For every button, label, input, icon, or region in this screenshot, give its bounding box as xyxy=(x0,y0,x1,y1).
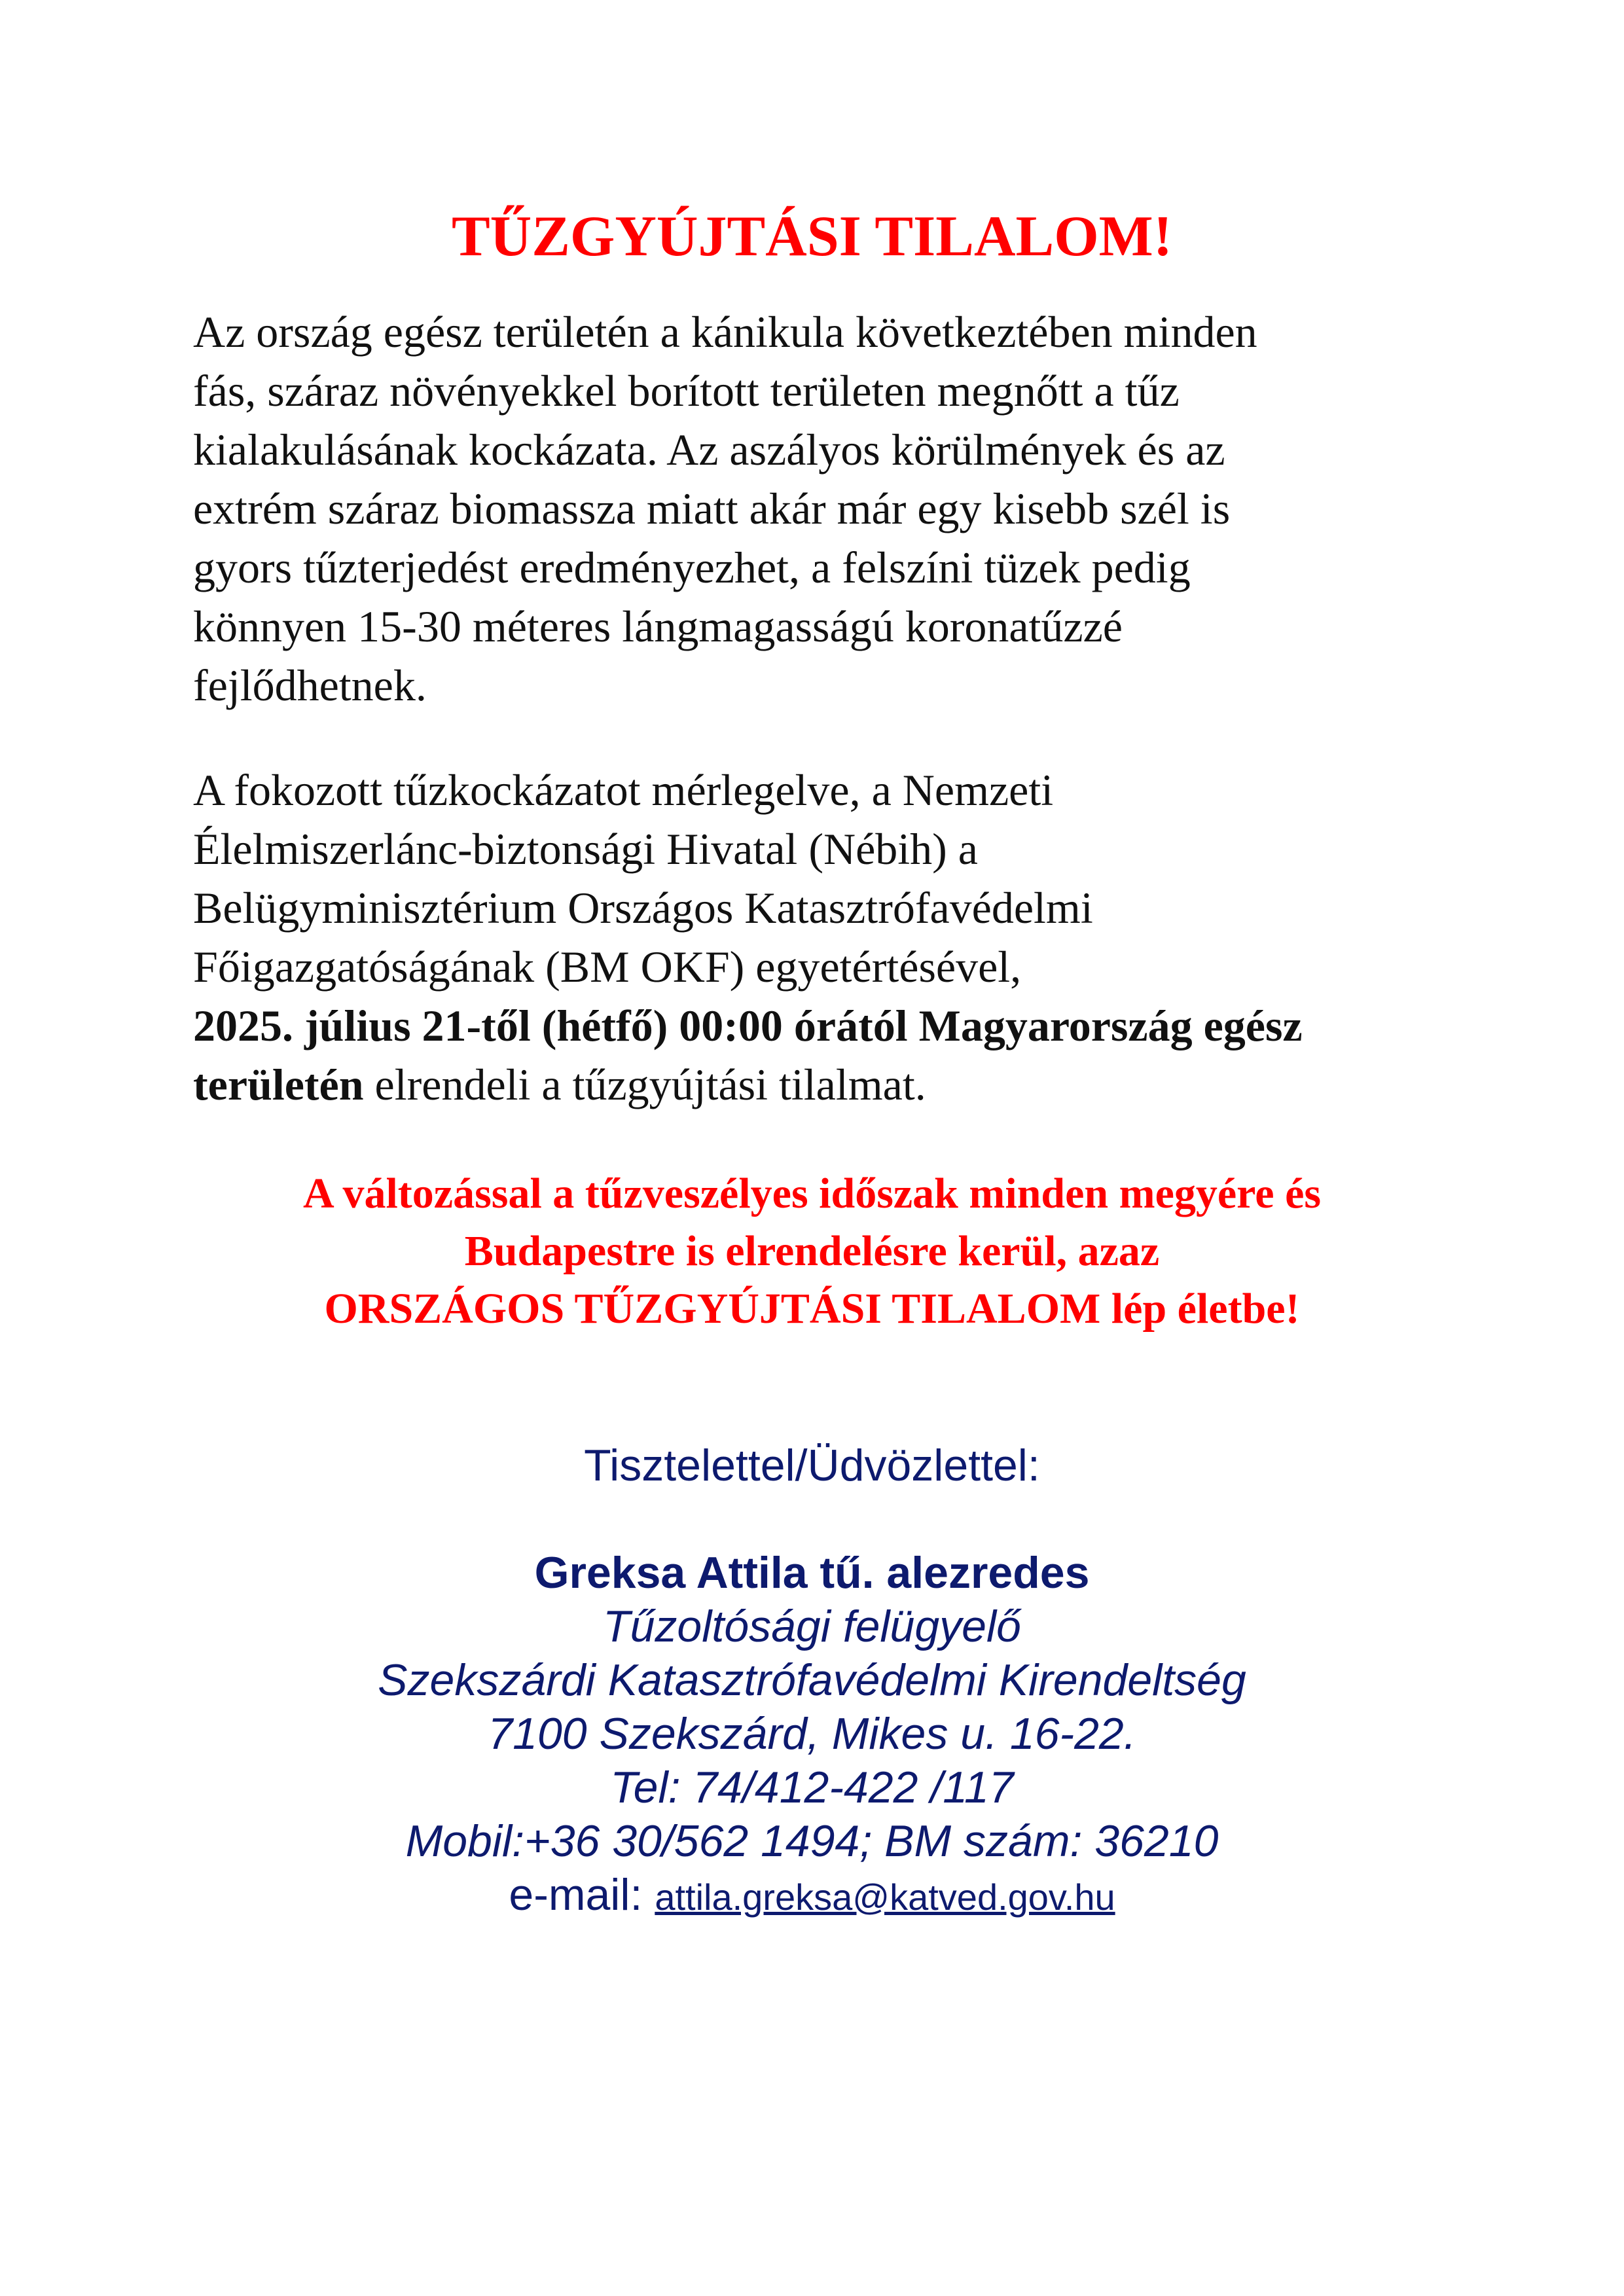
paragraph-line: Az ország egész területén a kánikula következtében minden xyxy=(193,307,1257,357)
scope-word: területén xyxy=(193,1060,364,1109)
signature-block xyxy=(0,1439,1624,1924)
email-label: e-mail: xyxy=(509,1870,655,1920)
paragraph-line: extrém száraz biomassza miatt akár már egy kisebb szél is xyxy=(193,484,1231,533)
signer-address: 7100 Szekszárd, Mikes u. 16-22. xyxy=(488,1709,1136,1759)
paragraph-line: könnyen 15-30 méteres lángmagasságú koronatűzzé xyxy=(193,601,1123,651)
paragraph-line: Élelmiszerlánc-biztonsági Hivatal (Nébih) a xyxy=(193,824,978,874)
nationwide-ban-warning xyxy=(0,1165,1624,1338)
signer-mobile: Mobil:+36 30/562 1494; BM szám: 36210 xyxy=(405,1816,1219,1866)
paragraph-line: kialakulásának kockázata. Az aszályos körülmények és az xyxy=(193,425,1225,475)
email-line xyxy=(0,1868,1624,1924)
email-link[interactable]: attila.greksa@katved.gov.hu xyxy=(655,1876,1115,1918)
paragraph-line: gyors tűzterjedést eredményezhet, a felszíni tüzek pedig xyxy=(193,543,1191,592)
warning-line: A változással a tűzveszélyes időszak minden megyére és xyxy=(302,1170,1322,1217)
effective-date: 2025. július 21-től (hétfő) 00:00 órától Magyarország egész xyxy=(193,1001,1303,1050)
paragraph-line: fejlődhetnek. xyxy=(193,660,427,710)
greeting: Tisztelettel/Üdvözlettel: xyxy=(584,1441,1040,1490)
signer-phone: Tel: 74/412-422 /117 xyxy=(610,1763,1014,1812)
paragraph-line: fás, száraz növényekkel borított területen megnőtt a tűz xyxy=(193,366,1180,416)
warning-line: Budapestre is elrendelésre kerül, azaz xyxy=(464,1227,1160,1275)
document-title: TŰZGYÚJTÁSI TILALOM! xyxy=(451,205,1173,268)
paragraph-line: Belügyminisztérium Országos Katasztrófavédelmi xyxy=(193,883,1093,933)
paragraph-line: Főigazgatóságának (BM OKF) egyetértésével, xyxy=(193,942,1022,992)
signer-office: Szekszárdi Katasztrófavédelmi Kirendeltség xyxy=(378,1655,1246,1705)
paragraph-decree xyxy=(193,761,1502,1114)
paragraph-risk xyxy=(193,302,1502,715)
signer-position: Tűzoltósági felügyelő xyxy=(603,1602,1021,1651)
paragraph-line: A fokozott tűzkockázatot mérlegelve, a Nemzeti xyxy=(193,765,1054,815)
signer-name: Greksa Attila tű. alezredes xyxy=(534,1548,1090,1598)
warning-line: ORSZÁGOS TŰZGYÚJTÁSI TILALOM lép életbe! xyxy=(324,1285,1300,1333)
decree-tail: elrendeli a tűzgyújtási tilalmat. xyxy=(363,1060,926,1109)
